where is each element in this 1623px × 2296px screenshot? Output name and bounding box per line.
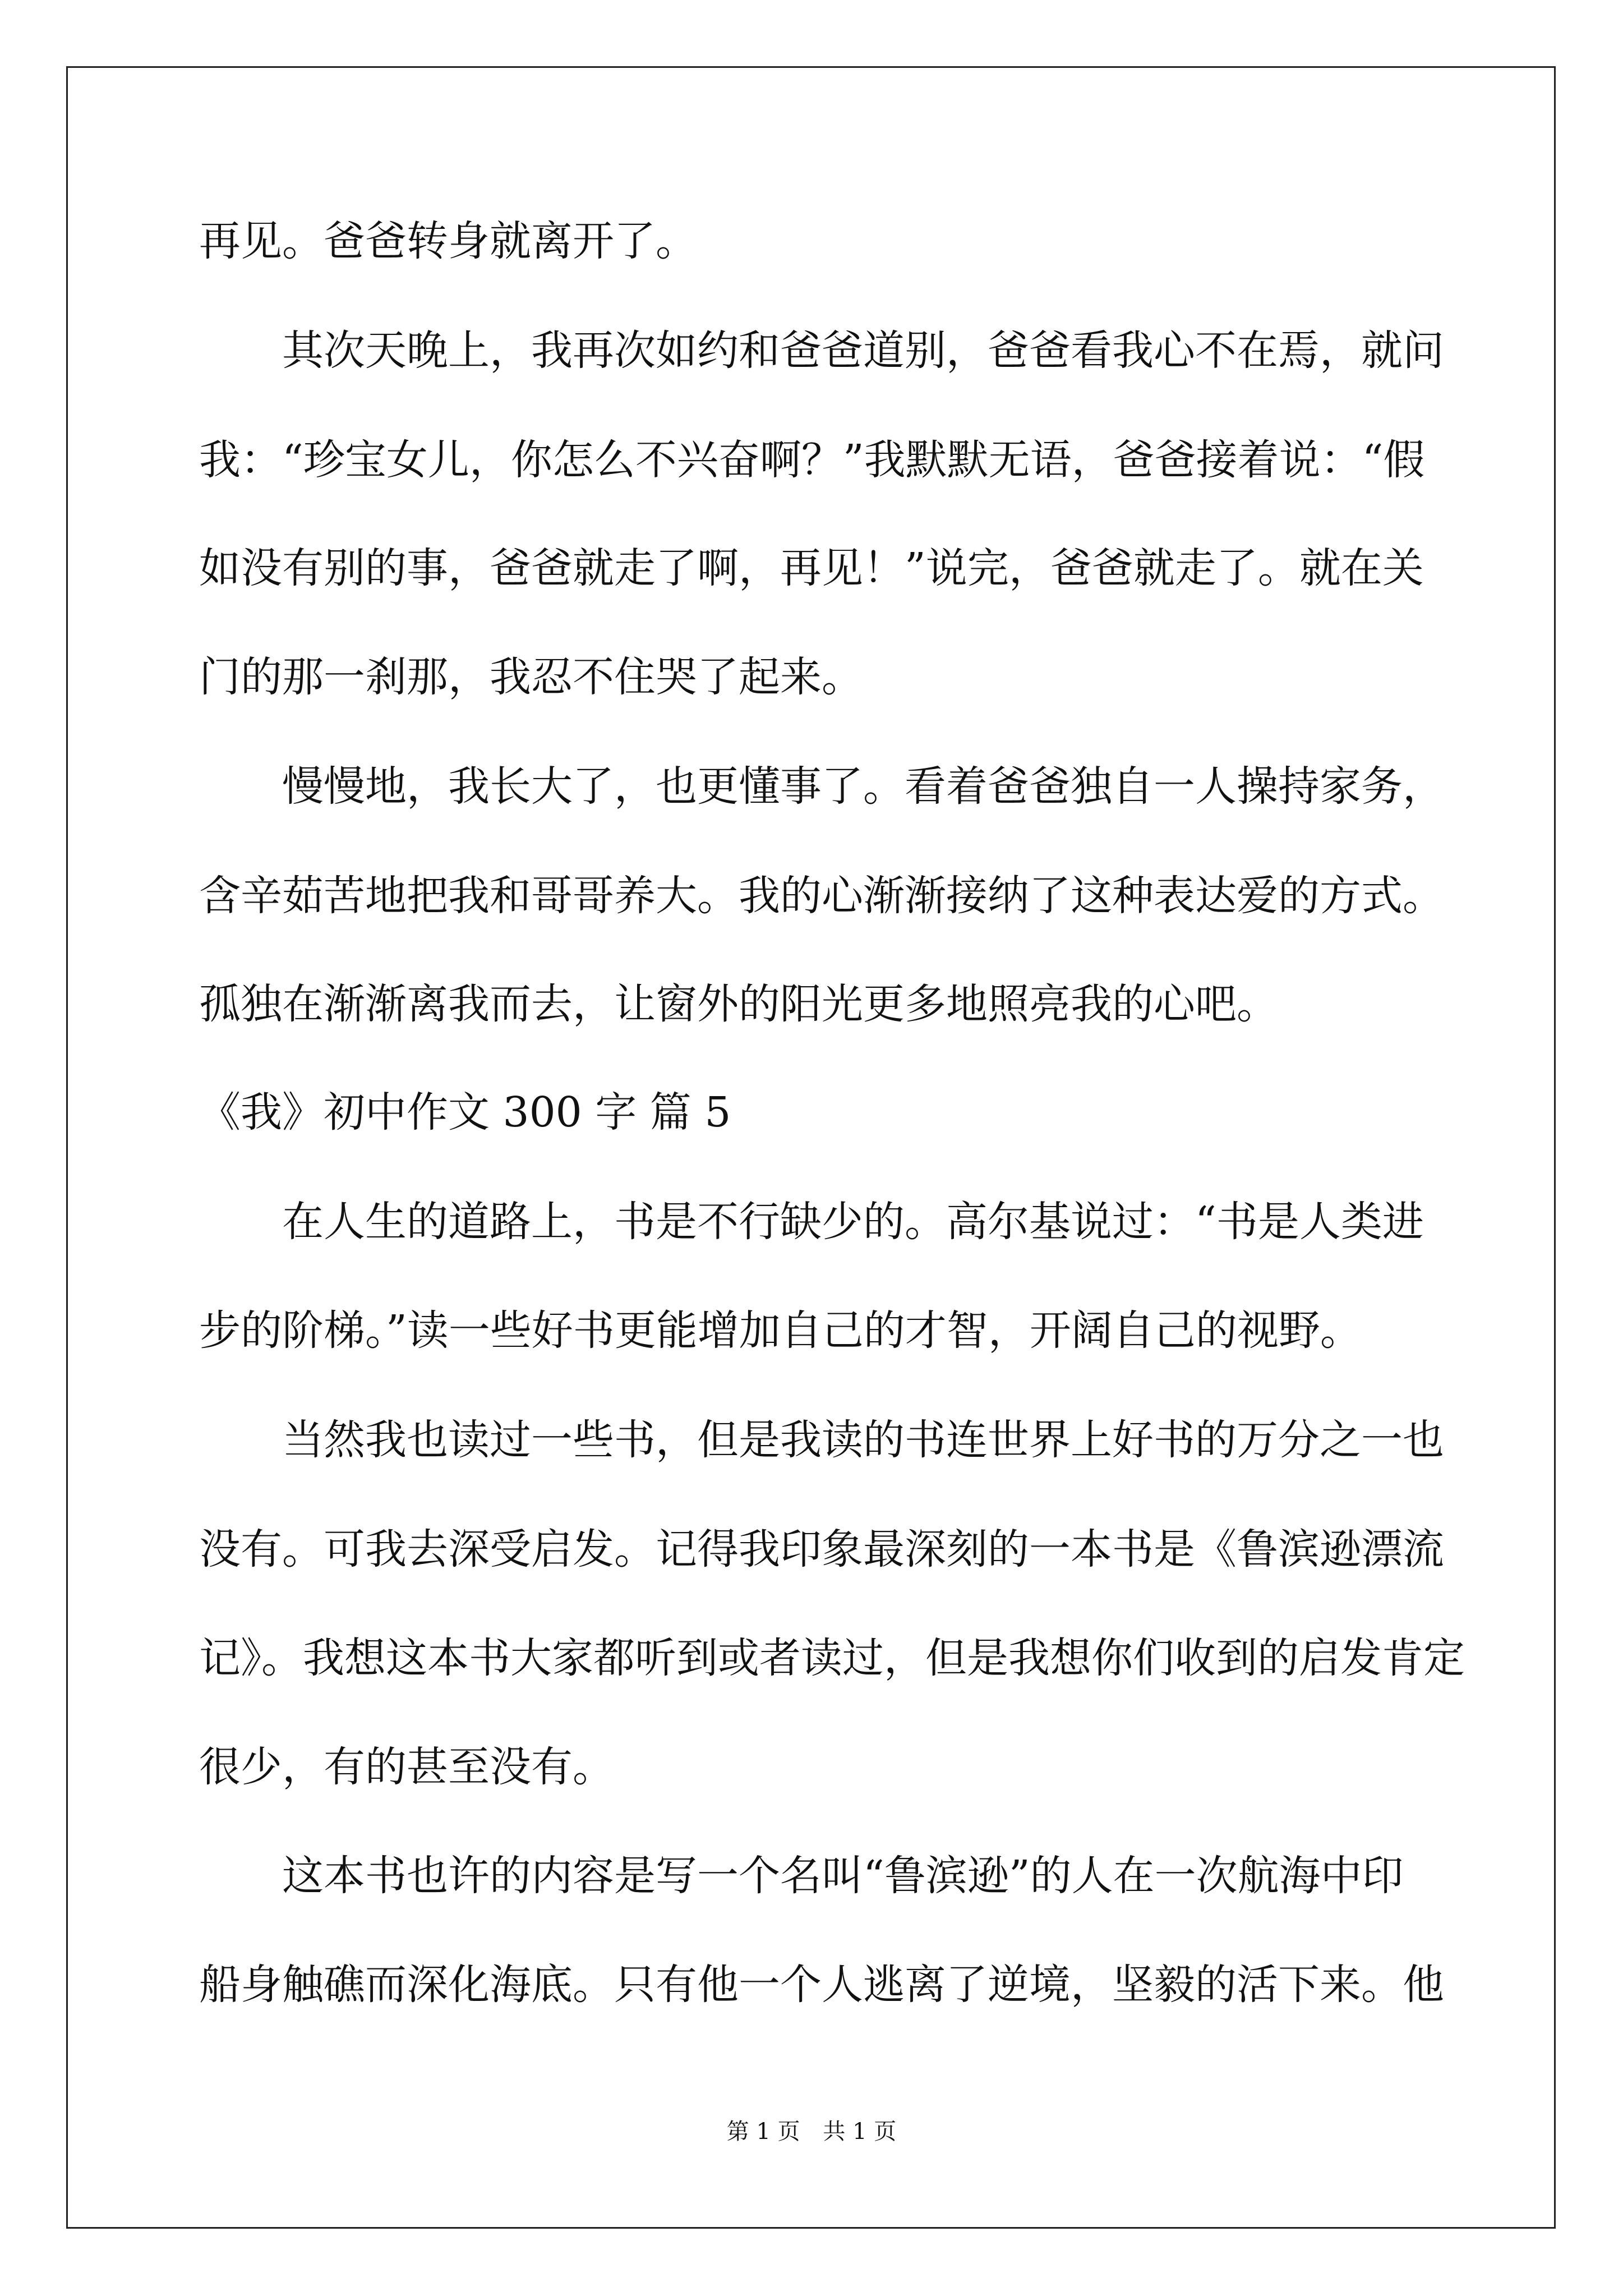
paragraph-start-line: 在人生的道路上，书是不行缺少的。高尔基说过：“书是人类进 xyxy=(282,1198,1424,1246)
page-border xyxy=(66,66,1556,2229)
text-line: 很少，有的甚至没有。 xyxy=(199,1743,614,1791)
text-line: 再见。爸爸转身就离开了。 xyxy=(199,217,697,265)
paragraph-start-line: 慢慢地，我长大了，也更懂事了。看着爸爸独自一人操持家务， xyxy=(282,762,1444,811)
page-number: 第 1 页 xyxy=(726,2119,800,2145)
text-line: 含辛茹苦地把我和哥哥养大。我的心渐渐接纳了这种表达爱的方式。 xyxy=(199,872,1444,920)
section-heading: 《我》初中作文 300 字 篇 5 xyxy=(199,1088,731,1137)
text-line: 步的阶梯。”读一些好书更能增加自己的才智，开阔自己的视野。 xyxy=(199,1306,1362,1355)
text-line: 孤独在渐渐离我而去，让窗外的阳光更多地照亮我的心吧。 xyxy=(199,980,1278,1028)
page-footer xyxy=(0,2115,1623,2148)
paragraph-start-line: 其次天晚上，我再次如约和爸爸道别，爸爸看我心不在焉，就问 xyxy=(282,326,1444,375)
text-line: 没有。可我去深受启发。记得我印象最深刻的一本书是《鲁滨逊漂流 xyxy=(199,1525,1444,1573)
paragraph-start-line: 当然我也读过一些书，但是我读的书连世界上好书的万分之一也 xyxy=(282,1416,1444,1464)
text-line: 记》。我想这本书大家都听到或者读过，但是我想你们收到的启发肯定 xyxy=(199,1634,1465,1682)
text-line: 如没有别的事，爸爸就走了啊，再见！”说完，爸爸就走了。就在关 xyxy=(199,544,1424,592)
page-total: 共 1 页 xyxy=(823,2119,897,2145)
text-line: 我：“珍宝女儿，你怎么不兴奋啊？”我默默无语，爸爸接着说：“假 xyxy=(199,436,1425,484)
text-line: 门的那一刹那，我忍不住哭了起来。 xyxy=(199,653,863,701)
text-line: 船身触礁而深化海底。只有他一个人逃离了逆境，坚毅的活下来。他 xyxy=(199,1961,1444,2009)
paragraph-start-line: 这本书也许的内容是写一个名叫“鲁滨逊”的人在一次航海中印 xyxy=(282,1852,1404,1900)
